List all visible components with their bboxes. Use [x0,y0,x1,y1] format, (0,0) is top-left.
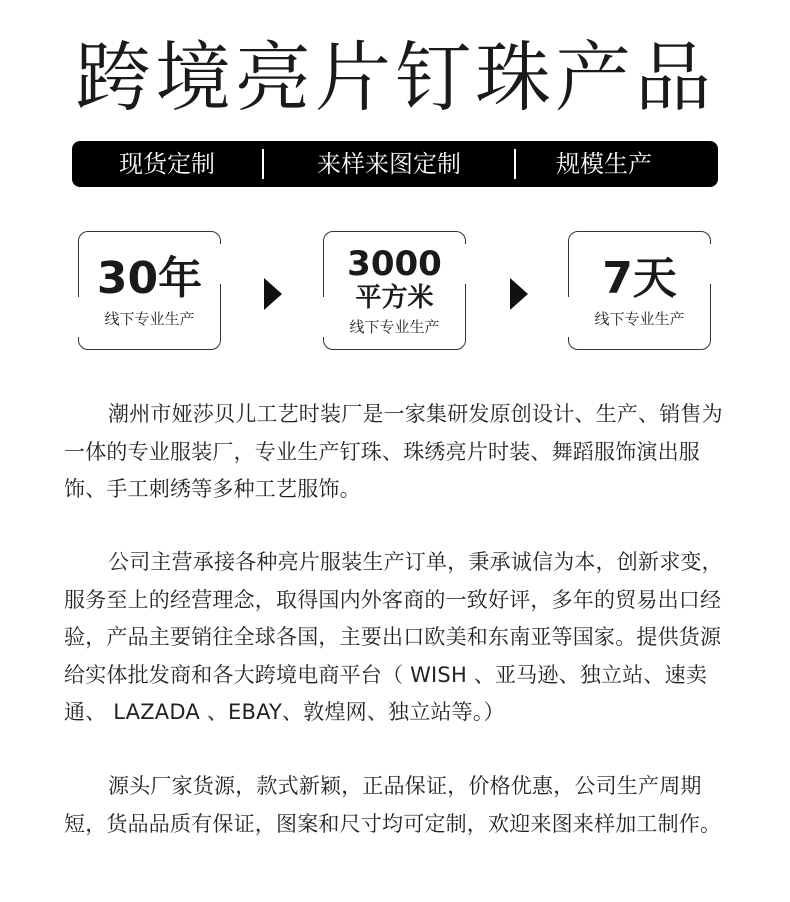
service-item-scale-production: 规模生产 [556,150,652,178]
business-paragraph: 公司主营承接各种亮片服装生产订单，秉承诚信为本，创新求变，服务至上的经营理念，取得国内外客商的一致好评，多年的贸易出口经验，产品主要销往全球各国，主要出口欧美和东南亚等国家。提供货源给实体批发商和各大跨境电商平台（ WISH 、亚马逊、独立站、速卖通、 LAZADA 、EBAY、敦煌网、独立站等。） [64,550,723,724]
right-triangle-icon [264,278,282,310]
stat-caption: 线下专业生产 [104,309,195,328]
service-item-stock-custom: 现货定制 [119,150,215,178]
stat-value: 30年 [96,252,203,304]
stat-card-days [568,231,711,350]
stat-caption: 线下专业生产 [594,309,685,328]
page-title: 跨境亮片钉珠产品 [75,33,715,122]
stat-card-area [323,231,466,350]
stat-caption: 线下专业生产 [349,317,440,336]
advantages-paragraph: 源头厂家货源，款式新颖，正品保证，价格优惠，公司生产周期短，货品品质有保证，图案和尺寸均可定制，欢迎来图来样加工制作。 [64,774,722,836]
company-intro-paragraph: 潮州市娅莎贝儿工艺时装厂是一家集研发原创设计、生产、销售为一体的专业服装厂，专业生产钉珠、珠绣亮片时装、舞蹈服饰演出服饰、手工刺绣等多种工艺服饰。 [64,402,723,501]
stat-unit: 平方米 [355,282,434,313]
stat-value: 3000 [347,243,442,284]
stat-card-years [78,231,221,350]
stat-value: 7天 [602,252,677,304]
right-triangle-icon [510,278,528,310]
service-item-sample-custom: 来样来图定制 [317,150,461,178]
service-bar [72,141,718,187]
